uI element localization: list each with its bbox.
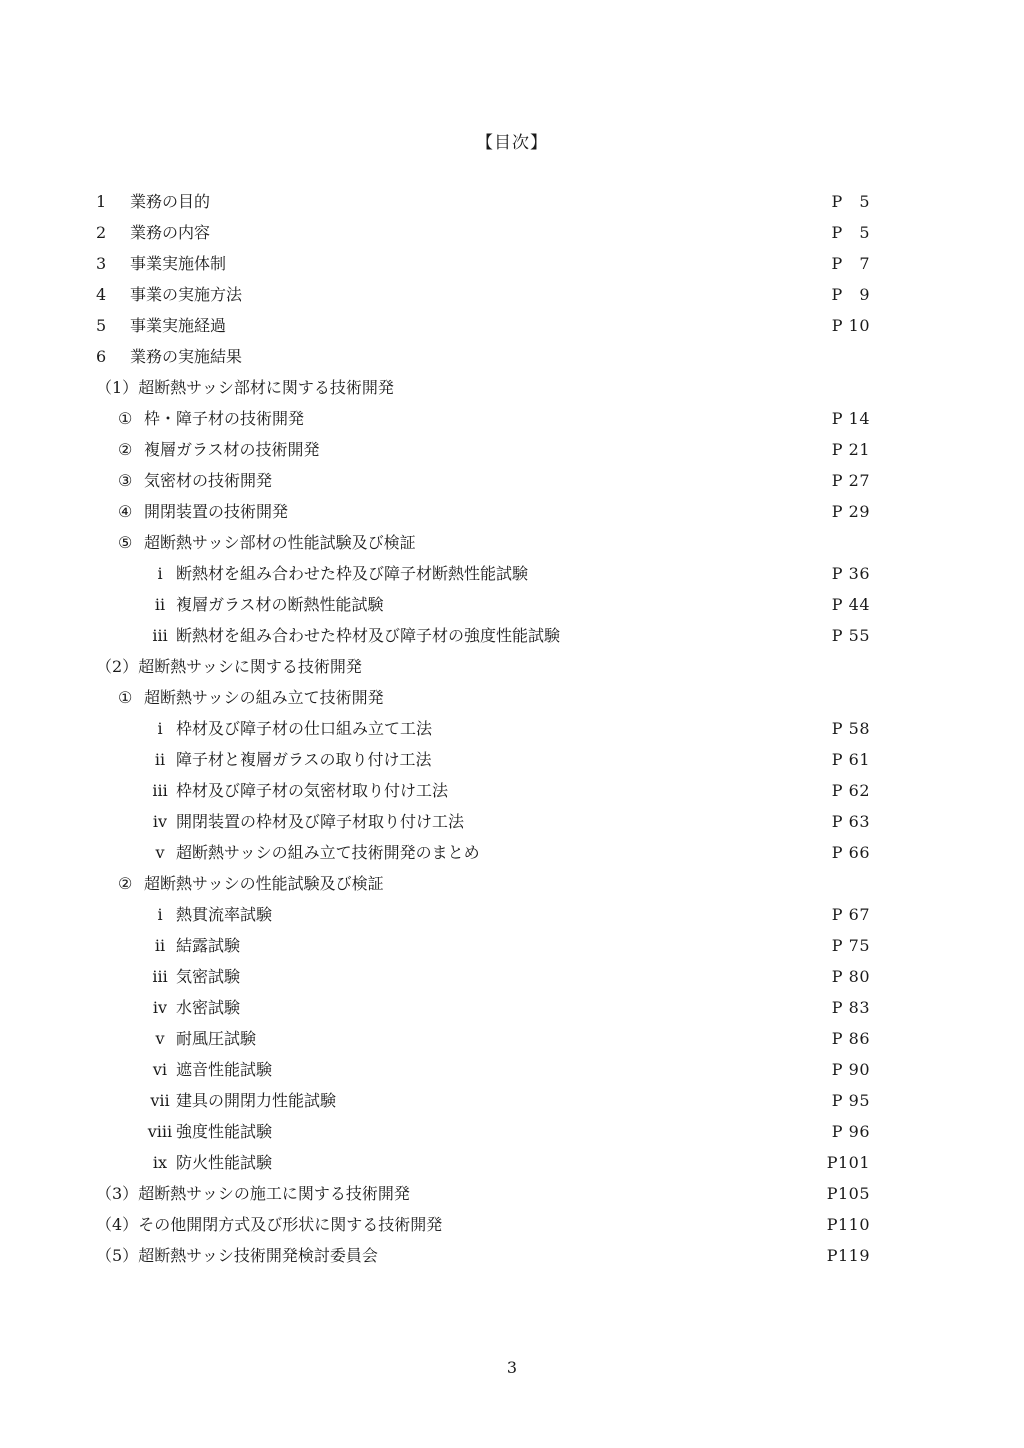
toc-entry [96,899,872,930]
toc-entry-title: 超断熱サッシ技術開発検討委員会 [138,1246,378,1265]
toc-entry-page: P 27 [831,471,870,490]
toc-entry [96,527,872,558]
toc-entry-number: 1 [96,192,107,211]
toc-entry-label [118,682,384,713]
toc-entry-number: 3 [96,254,107,273]
toc-entry [96,682,872,713]
toc-entry-number: ① [118,409,133,428]
toc-entry-label [118,403,304,434]
toc-entry-page: P101 [826,1153,870,1172]
toc-entry-number: ⅴ [155,843,165,862]
toc-entry-number: ⑤ [118,533,133,552]
toc-entry [96,930,872,961]
toc-entry-page: P 7 [831,254,870,273]
toc-title: 【目次】 [476,133,548,153]
toc-entry-label [146,589,384,620]
toc-entry-title: 超断熱サッシ部材の性能試験及び検証 [144,533,416,552]
toc-entry-title: 気密材の技術開発 [144,471,273,490]
toc-entry-title: その他開閉方式及び形状に関する技術開発 [138,1215,443,1234]
toc-entry-number: （1） [96,378,139,397]
toc-entry-label [96,1209,442,1240]
toc-entry-page: P 55 [831,626,870,645]
toc-entry-page: P 90 [831,1060,870,1079]
toc-entry-page: P119 [826,1246,870,1265]
toc-entry-label [118,496,288,527]
toc-entry-label [146,620,560,651]
toc-entry [96,961,872,992]
toc-entry-label [96,1178,410,1209]
toc-entry-page: P 9 [831,285,870,304]
toc-entry-page: P 5 [831,223,870,242]
toc-entry-label [146,961,240,992]
toc-entry [96,496,872,527]
toc-entry-number: ⅲ [152,967,168,986]
toc-entry-page: P105 [826,1184,870,1203]
toc-entry-title: 事業実施体制 [130,254,227,273]
toc-entry-number: ⅱ [154,595,166,614]
toc-entry-page: P 58 [831,719,870,738]
toc-entry-page: P 21 [831,440,870,459]
toc-entry [96,744,872,775]
toc-entry-label [146,1085,336,1116]
toc-entry-title: 業務の目的 [130,192,211,211]
toc-entry-title: 超断熱サッシに関する技術開発 [138,657,362,676]
toc-entry-title: 超断熱サッシの性能試験及び検証 [144,874,384,893]
toc-entry [96,465,872,496]
toc-entry-page: P 10 [831,316,870,335]
toc-entry-title: 障子材と複層ガラスの取り付け工法 [176,750,432,769]
toc-entry-title: 熱貫流率試験 [176,905,273,924]
toc-entry-number: ⅰ [157,905,163,924]
toc-entry-number: 5 [96,316,107,335]
toc-entry-title: 超断熱サッシの施工に関する技術開発 [138,1184,410,1203]
toc-entry [96,434,872,465]
toc-entry-title: 強度性能試験 [176,1122,273,1141]
toc-entry-title: 結露試験 [176,936,241,955]
toc-entry-page: P 61 [831,750,870,769]
toc-entry-number: ⅶ [150,1091,170,1110]
toc-entry-title: 防火性能試験 [176,1153,273,1172]
toc-entry [96,868,872,899]
toc-entry-number: （5） [96,1246,139,1265]
toc-entry [96,217,872,248]
toc-entry [96,589,872,620]
toc-entry-title: 断熱材を組み合わせた枠及び障子材断熱性能試験 [176,564,529,583]
toc-entry-label [118,868,384,899]
toc-entry [96,310,872,341]
toc-entry-page: P 67 [831,905,870,924]
toc-entry [96,713,872,744]
toc-entry-page: P 75 [831,936,870,955]
toc-entry-number: （4） [96,1215,139,1234]
toc-entry-page: P 63 [831,812,870,831]
toc-entry-number: ② [118,874,133,893]
toc-entry-label [146,930,240,961]
toc-entry-label [146,1116,272,1147]
toc-entry-label [96,372,394,403]
toc-entry-label [118,434,320,465]
toc-entry-title: 事業実施経過 [130,316,227,335]
toc-entry-label [146,1023,256,1054]
toc-entry [96,775,872,806]
toc-entry-page: P 83 [831,998,870,1017]
toc-entry-label [96,310,226,341]
toc-entry-title: 枠・障子材の技術開発 [144,409,305,428]
toc-entry-title: 耐風圧試験 [176,1029,257,1048]
toc-entry-page: P 14 [831,409,870,428]
toc-entry-page: P 96 [831,1122,870,1141]
toc-entry [96,1085,872,1116]
toc-entry-page: P 36 [831,564,870,583]
toc-entry [96,992,872,1023]
toc-entry-number: ③ [118,471,133,490]
toc-entry-title: 遮音性能試験 [176,1060,273,1079]
toc-entry [96,558,872,589]
toc-entry [96,651,872,682]
toc-entry-page: P110 [826,1215,870,1234]
toc-entry [96,1147,872,1178]
toc-entry-page: P 86 [831,1029,870,1048]
toc-entry-number: ⅰ [157,719,163,738]
table-of-contents [96,186,872,1271]
toc-entry [96,806,872,837]
toc-entry-label [96,341,242,372]
toc-entry-label [96,186,210,217]
toc-entry-title: 事業の実施方法 [130,285,243,304]
toc-entry-title: 枠材及び障子材の気密材取り付け工法 [176,781,449,800]
toc-entry-number: ⅲ [152,626,168,645]
toc-entry-page: P 5 [831,192,870,211]
toc-entry-label [146,899,272,930]
toc-entry-number: ① [118,688,133,707]
toc-entry-title: 開閉装置の枠材及び障子材取り付け工法 [176,812,465,831]
toc-entry-number: 2 [96,223,107,242]
toc-entry-title: 業務の実施結果 [130,347,243,366]
toc-entry-page: P 66 [831,843,870,862]
toc-entry-page: P 62 [831,781,870,800]
toc-entry-number: ⅱ [154,936,166,955]
toc-entry-page: P 95 [831,1091,870,1110]
toc-entry-number: ⅳ [152,998,168,1017]
toc-entry-title: 複層ガラス材の断熱性能試験 [176,595,384,614]
toc-entry-title: 業務の内容 [130,223,211,242]
toc-entry [96,1240,872,1271]
toc-entry-page: P 80 [831,967,870,986]
toc-entry-label [118,465,272,496]
toc-entry-label [146,775,448,806]
toc-entry-title: 開閉装置の技術開発 [144,502,289,521]
toc-entry-label [146,713,432,744]
toc-entry-label [96,217,210,248]
toc-entry-label [96,248,226,279]
toc-entry-label [96,651,362,682]
toc-entry [96,1054,872,1085]
toc-entry-title: 超断熱サッシの組み立て技術開発のまとめ [176,843,480,862]
toc-entry-label [146,837,480,868]
toc-entry-number: （2） [96,657,139,676]
toc-entry-title: 複層ガラス材の技術開発 [144,440,320,459]
toc-entry [96,279,872,310]
toc-entry [96,248,872,279]
toc-entry-label [146,558,528,589]
toc-entry-number: ⅷ [147,1122,173,1141]
toc-entry [96,403,872,434]
toc-entry-label [118,527,416,558]
toc-entry-title: 超断熱サッシ部材に関する技術開発 [138,378,394,397]
toc-entry-label [96,279,242,310]
toc-entry-title: 気密試験 [176,967,241,986]
toc-entry-title: 水密試験 [176,998,241,1017]
toc-entry-label [146,806,464,837]
toc-entry-title: 建具の開閉力性能試験 [176,1091,337,1110]
toc-entry-number: ⅵ [152,1060,168,1079]
toc-entry [96,1209,872,1240]
toc-entry-number: ⅰ [157,564,163,583]
toc-entry-number: ⅲ [152,781,168,800]
toc-entry-label [96,1240,378,1271]
toc-entry-number: ② [118,440,133,459]
toc-entry [96,186,872,217]
toc-entry-number: ⅳ [152,812,168,831]
toc-entry-number: ⅸ [152,1153,168,1172]
toc-entry-number: ⅴ [155,1029,165,1048]
toc-entry-title: 枠材及び障子材の仕口組み立て工法 [176,719,433,738]
toc-entry [96,1116,872,1147]
toc-entry-page: P 29 [831,502,870,521]
toc-entry [96,837,872,868]
toc-entry-number: （3） [96,1184,139,1203]
toc-entry-title: 超断熱サッシの組み立て技術開発 [144,688,384,707]
toc-entry-label [146,744,432,775]
toc-entry [96,1023,872,1054]
toc-entry-number: 4 [96,285,107,304]
toc-entry-label [146,1054,272,1085]
toc-entry [96,620,872,651]
toc-entry-number: 6 [96,347,107,366]
toc-entry [96,1178,872,1209]
page-number: 3 [506,1358,518,1377]
toc-entry [96,341,872,372]
toc-entry-number: ⅱ [154,750,166,769]
toc-entry-label [146,992,240,1023]
toc-entry-page: P 44 [831,595,870,614]
toc-entry-title: 断熱材を組み合わせた枠材及び障子材の強度性能試験 [176,626,561,645]
toc-entry-label [146,1147,272,1178]
toc-entry [96,372,872,403]
toc-entry-number: ④ [118,502,133,521]
